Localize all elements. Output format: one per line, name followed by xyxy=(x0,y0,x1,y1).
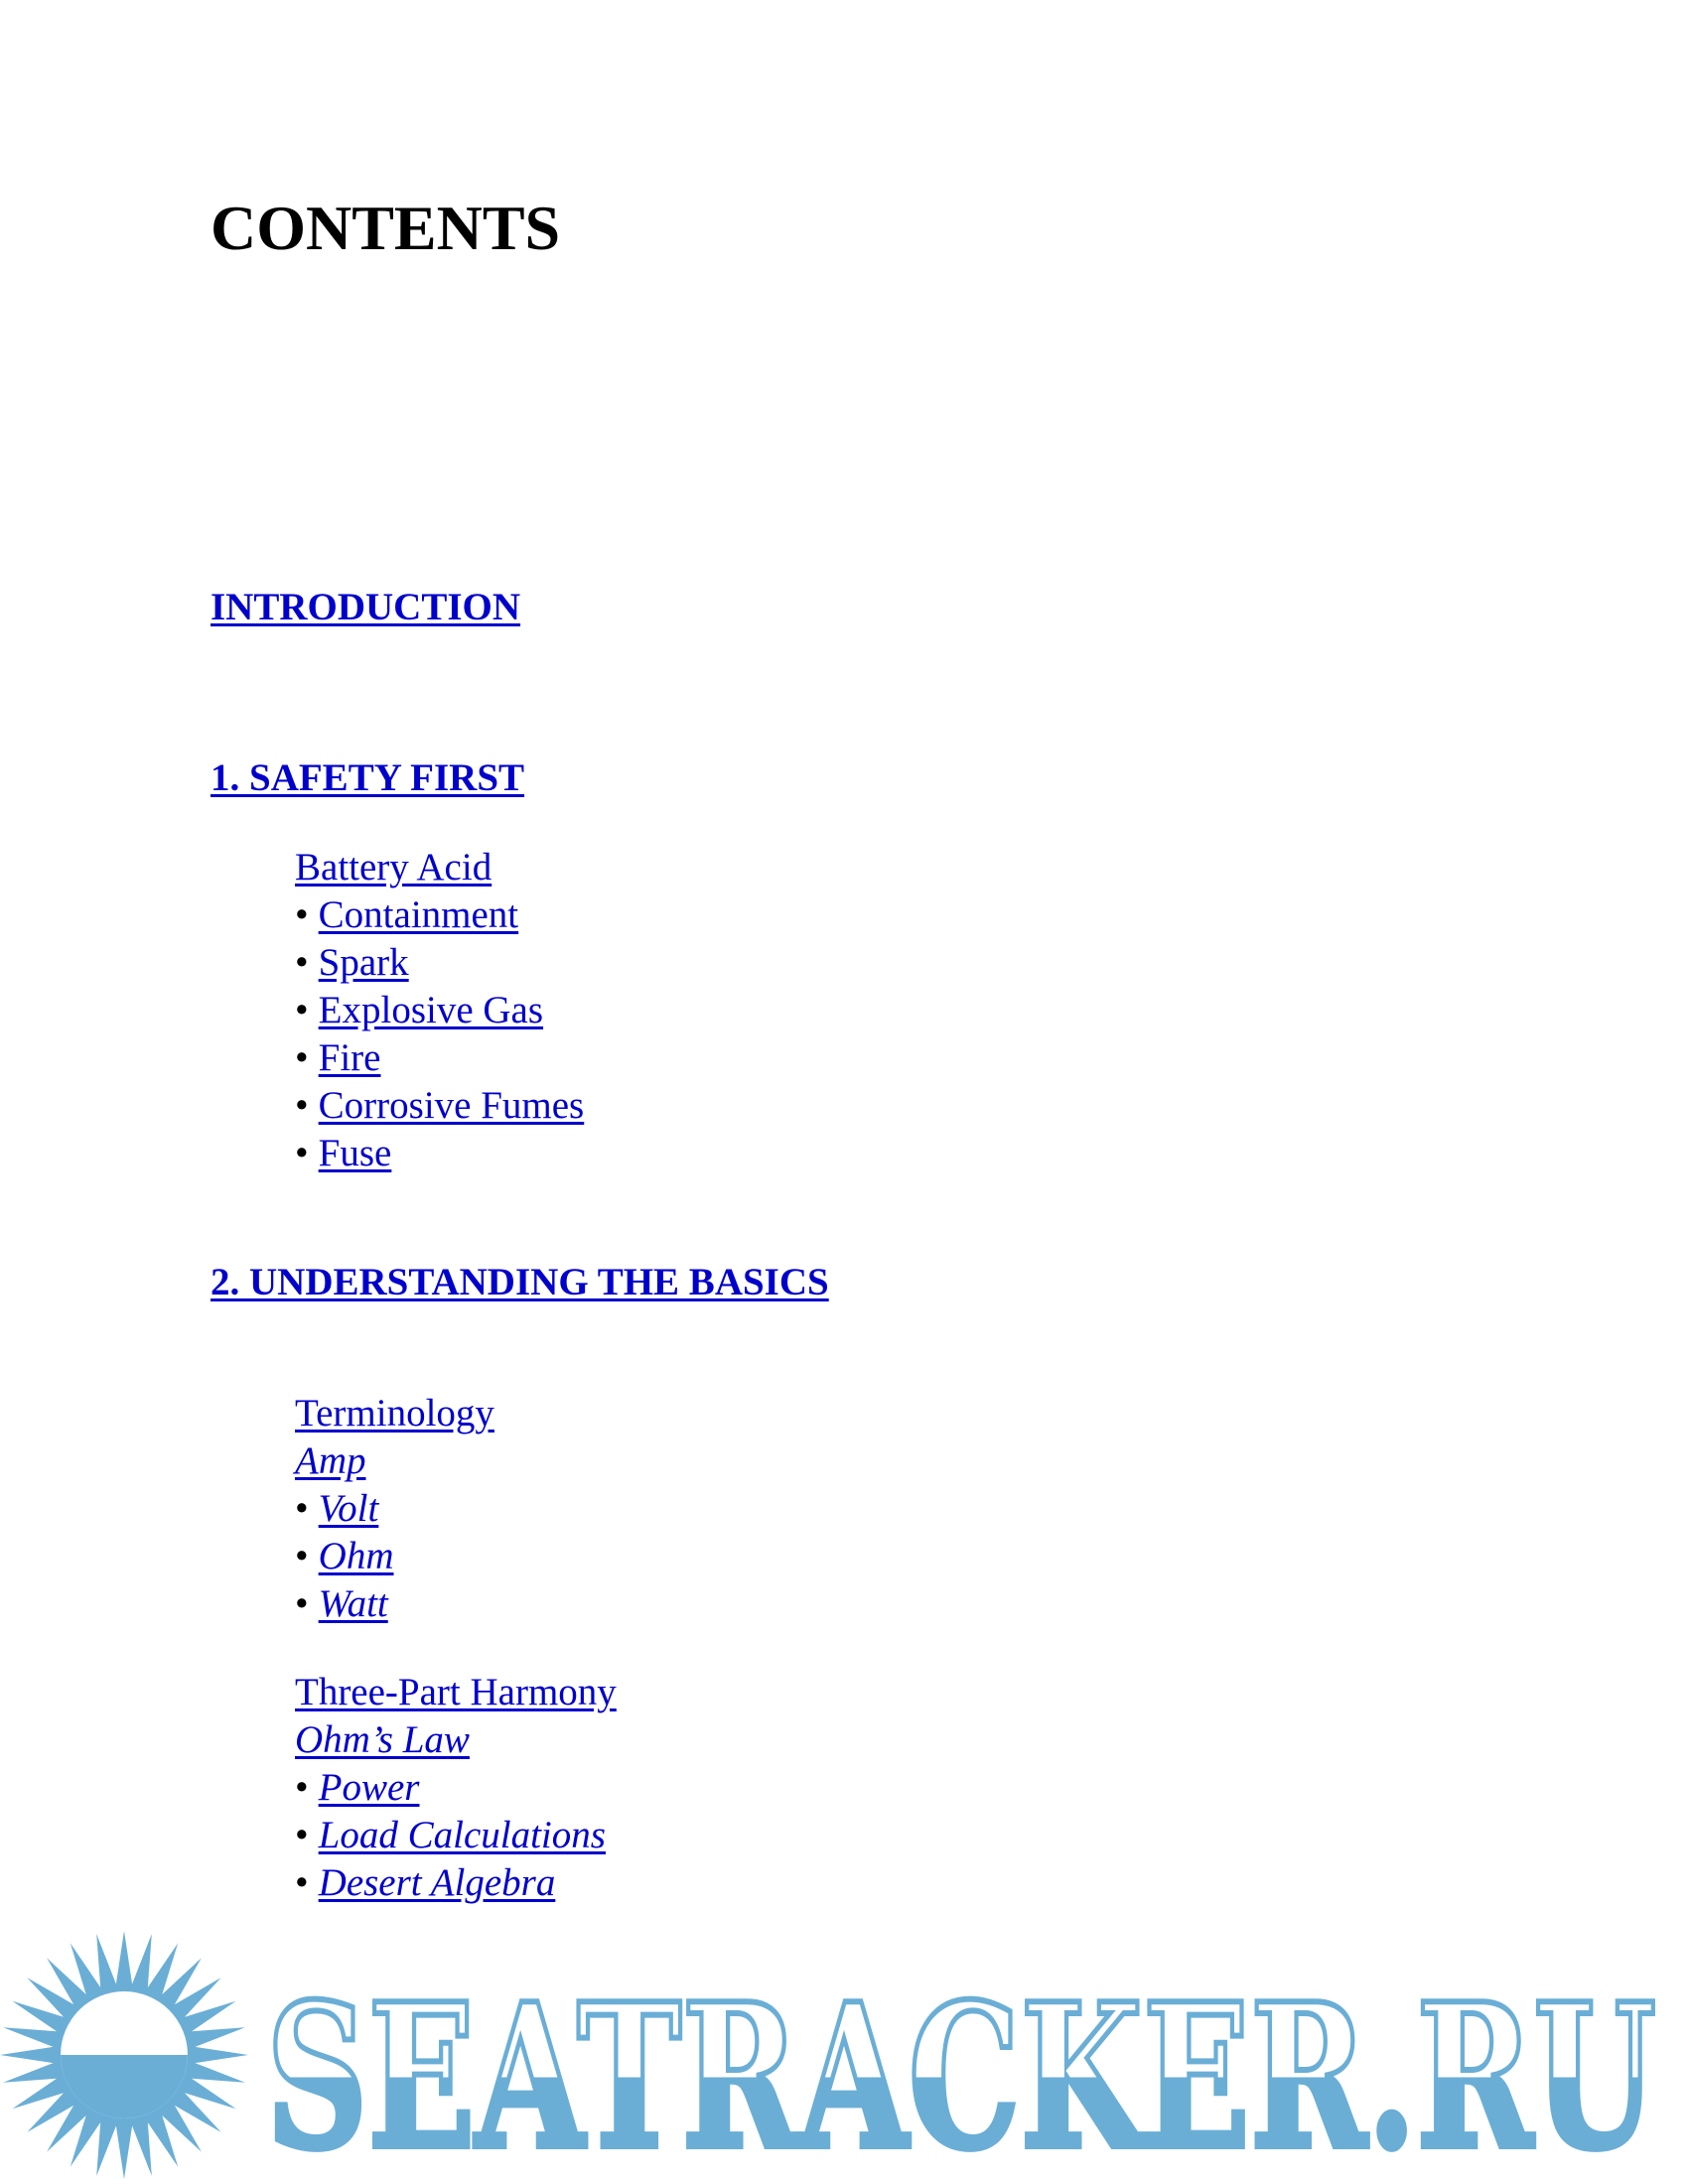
toc-item[interactable] xyxy=(295,1130,584,1177)
three-part-harmony-link[interactable]: Three-Part Harmony xyxy=(295,1671,617,1713)
fuse-link[interactable]: Fuse xyxy=(318,1132,392,1174)
watermark-logo xyxy=(0,1926,1688,2184)
toc-item[interactable] xyxy=(295,844,584,891)
ohms-law-link[interactable]: Ohm’s Law xyxy=(295,1718,470,1761)
spark-link[interactable]: Spark xyxy=(318,941,409,984)
toc-item[interactable] xyxy=(295,891,584,939)
corrosive-fumes-link[interactable]: Corrosive Fumes xyxy=(318,1084,585,1127)
toc-item[interactable] xyxy=(295,1034,584,1082)
toc-item[interactable] xyxy=(295,1764,617,1812)
bullet: • xyxy=(295,989,309,1031)
toc-item[interactable] xyxy=(295,1580,494,1628)
battery-acid-link[interactable]: Battery Acid xyxy=(295,846,492,888)
chapter-2-section-terminology xyxy=(295,1390,494,1628)
explosive-gas-link[interactable]: Explosive Gas xyxy=(318,989,544,1031)
bullet: • xyxy=(295,1535,309,1577)
chapter-2-section-three-part-harmony xyxy=(295,1669,617,1907)
toc-item[interactable] xyxy=(295,1437,494,1485)
bullet: • xyxy=(295,1766,309,1809)
bullet: • xyxy=(295,1036,309,1079)
bullet: • xyxy=(295,1487,309,1530)
power-link[interactable]: Power xyxy=(318,1766,420,1809)
volt-link[interactable]: Volt xyxy=(318,1487,379,1530)
toc-item[interactable] xyxy=(295,1390,494,1437)
bullet: • xyxy=(295,1084,309,1127)
toc-item[interactable] xyxy=(295,1485,494,1533)
bullet: • xyxy=(295,941,309,984)
toc-item[interactable] xyxy=(295,987,584,1034)
toc-item[interactable] xyxy=(295,1812,617,1859)
chapter-1-link[interactable]: 1. SAFETY FIRST xyxy=(211,756,525,799)
load-calculations-link[interactable]: Load Calculations xyxy=(318,1814,606,1856)
toc-item[interactable] xyxy=(295,1533,494,1580)
toc-item[interactable] xyxy=(295,1669,617,1716)
chapter-1-subsections xyxy=(295,844,584,1177)
chapter-2-link[interactable]: 2. UNDERSTANDING THE BASICS xyxy=(211,1261,829,1303)
bullet: • xyxy=(295,1861,309,1904)
toc-introduction[interactable] xyxy=(211,588,520,626)
bullet: • xyxy=(295,1582,309,1625)
watt-link[interactable]: Watt xyxy=(318,1582,388,1625)
fire-link[interactable]: Fire xyxy=(318,1036,381,1079)
bullet: • xyxy=(295,1814,309,1856)
toc-item[interactable] xyxy=(295,1716,617,1764)
terminology-link[interactable]: Terminology xyxy=(295,1392,494,1434)
sun-icon xyxy=(0,1931,248,2179)
watermark-text: SEATRACKER.RU xyxy=(266,1961,1656,2184)
bullet: • xyxy=(295,1132,309,1174)
amp-link[interactable]: Amp xyxy=(295,1439,366,1482)
desert-algebra-link[interactable]: Desert Algebra xyxy=(318,1861,556,1904)
toc-item[interactable] xyxy=(295,1082,584,1130)
ohm-link[interactable]: Ohm xyxy=(318,1535,394,1577)
toc-item[interactable] xyxy=(295,939,584,987)
toc-chapter-1[interactable] xyxy=(211,758,524,797)
containment-link[interactable]: Containment xyxy=(318,893,519,936)
toc-chapter-2[interactable] xyxy=(211,1263,829,1301)
bullet: • xyxy=(295,893,309,936)
page-title: CONTENTS xyxy=(211,193,561,263)
toc-item[interactable] xyxy=(295,1859,617,1907)
introduction-link[interactable]: INTRODUCTION xyxy=(211,586,521,628)
